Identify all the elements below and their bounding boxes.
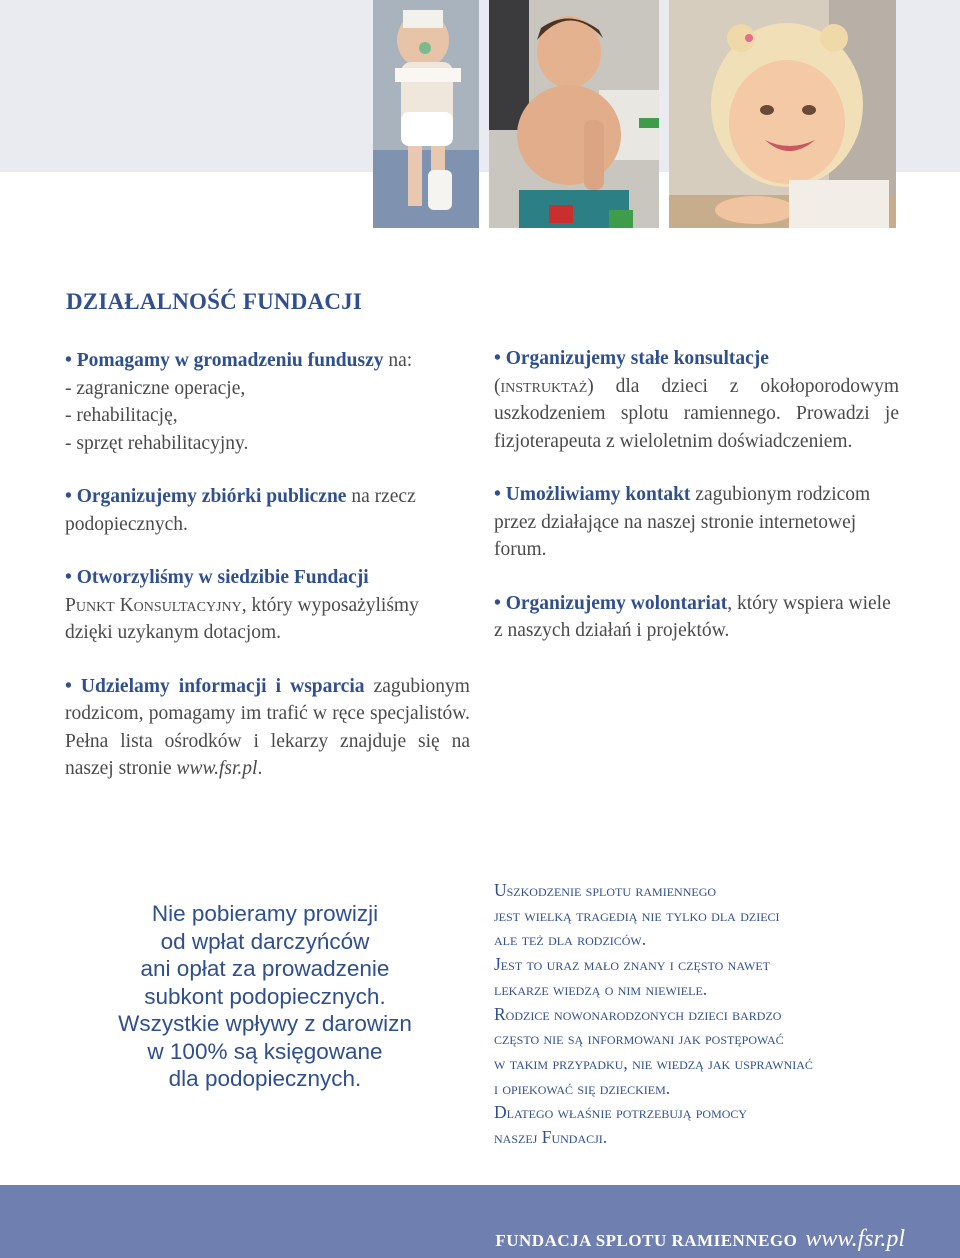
statement-line: dla podopiecznych. — [168, 1066, 362, 1091]
list-item — [494, 345, 899, 455]
list-item — [494, 481, 899, 564]
item-text: na: — [383, 350, 413, 371]
note-line: Rodzice nowonarodzonych dzieci bardzo — [494, 1003, 782, 1024]
item-text: , który wspiera wiele z naszych działań i projektów. — [494, 592, 891, 641]
item-line: - sprzęt rehabilitacyjny. — [65, 432, 249, 454]
item-line: - rehabilitację, — [65, 405, 178, 426]
note-line: Uszkodzenie splotu ramiennego — [494, 880, 717, 900]
item-lead: • Umożliwiamy kontakt — [494, 484, 691, 505]
note-line: naszej Fundacji. — [494, 1127, 608, 1148]
item-text: zagubionym rodzicom, pomagamy im trafić w ręce specjalistów. Pełna lista ośrodków i lekarzy znajduje się na naszej stronie — [65, 675, 470, 779]
statement-line: Nie pobieramy prowizji — [151, 901, 379, 926]
foundation-name: FUNDACJA SPLOTU RAMIENNEGO — [495, 1231, 798, 1250]
item-lead: • Pomagamy w gromadzeniu funduszy — [65, 350, 384, 371]
statement-line: Wszystkie wpływy z darowizn — [118, 1011, 412, 1036]
item-smallcaps: (instruktaż) — [494, 375, 594, 397]
item-text: na rzecz podopiecznych. — [65, 486, 416, 535]
footer — [495, 1226, 905, 1253]
list-item — [65, 347, 470, 457]
item-text-tail: . — [257, 758, 263, 779]
item-line: - zagraniczne operacje, — [65, 377, 246, 399]
list-item — [65, 673, 470, 783]
note-line: ale też dla rodziców. — [494, 929, 647, 950]
item-lead: • Organizujemy wolontariat — [494, 592, 728, 614]
item-text: zagubionym rodzicom przez działające na naszej stronie internetowej forum. — [494, 484, 871, 560]
item-lead: • Udzielamy informacji i wsparcia — [65, 675, 365, 697]
injury-note — [494, 878, 914, 1150]
list-item — [494, 590, 899, 645]
list-item — [65, 564, 470, 647]
note-line: Dlatego właśnie potrzebują pomocy — [494, 1102, 748, 1123]
note-line: jest wielką tragedią nie tylko dla dzieci — [494, 904, 780, 925]
item-text: dla dzieci z okołoporodowym uszkodzeniem splotu ramiennego. Prowadzi je fizjoterapeuta z wieloletnim doświadczeniem. — [494, 375, 899, 452]
section-heading: DZIAŁALNOŚĆ FUNDACJI — [66, 289, 363, 314]
item-text: który wyposażyliśmy dzięki uzykanym dotacjom. — [65, 594, 419, 643]
photo-infant-in-brace — [373, 0, 479, 228]
photo-smiling-girl — [669, 0, 896, 228]
item-lead: • Otworzyliśmy w siedzibie Fundacji — [65, 567, 369, 588]
statement-line: od wpłat darczyńców — [160, 928, 370, 954]
item-smallcaps: Punkt Konsultacyjny, — [65, 594, 247, 616]
note-line: i opiekować się dzieckiem. — [494, 1077, 671, 1098]
item-lead: • Organizujemy zbiórki publiczne — [65, 486, 347, 507]
footer-website-link[interactable]: www.fsr.pl — [805, 1226, 905, 1252]
list-item — [65, 483, 470, 538]
statement-line: subkont podopiecznych. — [144, 983, 386, 1009]
statement-line: w 100% są księgowane — [147, 1038, 383, 1064]
statement-line: ani opłat za prowadzenie — [140, 956, 390, 981]
photo-boy-playing — [489, 0, 659, 228]
item-lead: • Organizujemy stałe konsultacje — [494, 348, 769, 369]
note-line: lekarze wiedzą o nim niewiele. — [494, 978, 708, 999]
note-line: w takim przypadku, nie wiedzą jak usprawniać — [494, 1052, 813, 1073]
note-line: często nie są informowani jak postępować — [494, 1028, 784, 1049]
website-link[interactable]: www.fsr.pl — [176, 758, 258, 779]
note-line: Jest to uraz mało znany i często nawet — [494, 954, 771, 975]
left-column — [65, 347, 470, 809]
right-column — [494, 345, 899, 671]
commission-statement — [70, 900, 460, 1093]
